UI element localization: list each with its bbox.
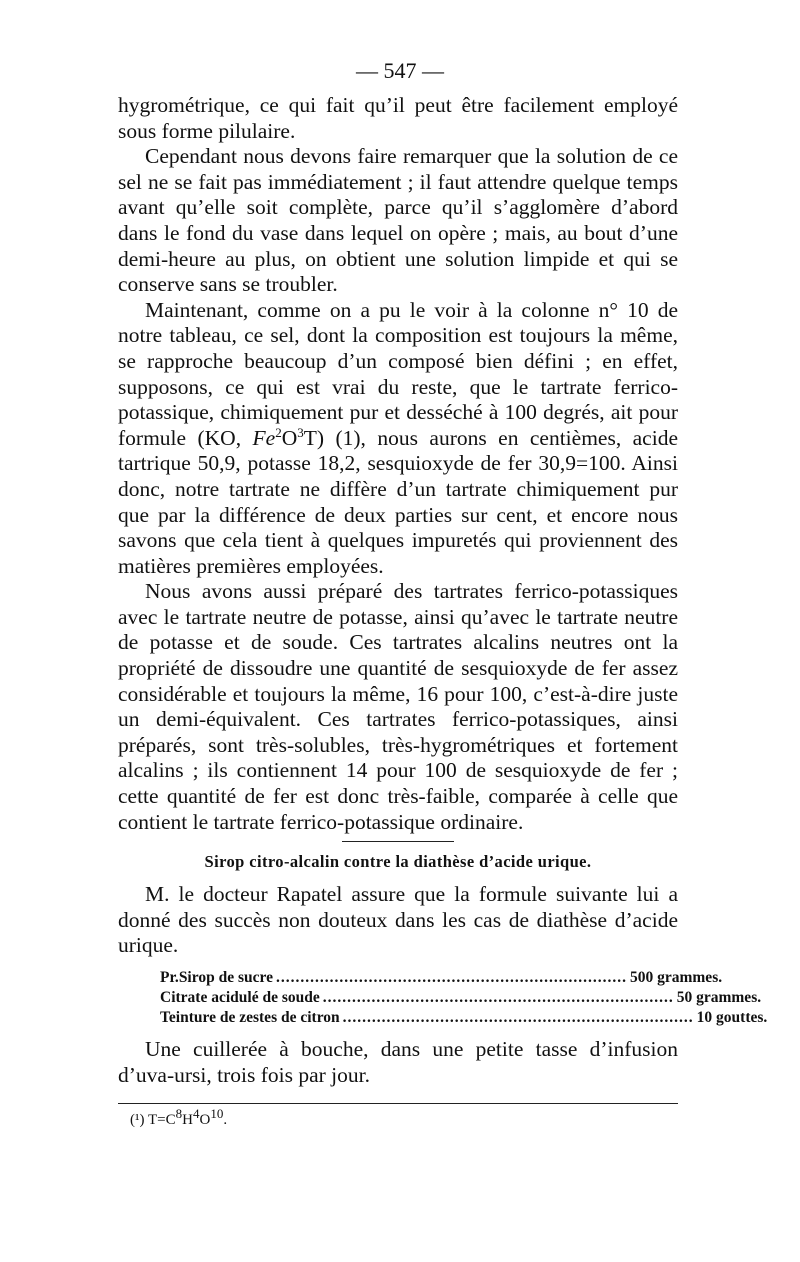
recipe-item-name: Citrate acidulé de soude (160, 989, 320, 1006)
formula-fe: Fe (252, 425, 276, 450)
formula-fe-sub: 2 (275, 424, 282, 440)
leader-dots: ........................................................................ (275, 969, 627, 986)
footnote: (¹) $T=C^8H^4O^{10}$. (130, 1106, 228, 1129)
footnote-marker: (¹) (130, 1112, 145, 1129)
recipe-item-qty: 50 grammes. (676, 989, 762, 1006)
section-intro: M. le docteur Rapatel assure que la formule suivante lui a donné des succès non douteux dans les cas de diathèse d’acide urique. (118, 882, 678, 958)
paragraph-2: Cependant nous devons faire remarquer que la solution de ce sel ne se fait pas immédiatement ; il faut attendre quelque temps avant qu’elle soit complète, parce qu’il s’agglomère d’abord dans le fond du vase dans lequel on opère ; mais, au bout d’une demi-heure au plus, on obtient une solution limpide et qui se conserve sans se troubler. (118, 144, 678, 297)
recipe-lead: Pr. (160, 969, 179, 986)
footnote-ref[interactable]: (1) (335, 425, 361, 450)
leader-dots: ........................................................................ (322, 989, 674, 1006)
paragraph-3-after: , nous aurons en centièmes, acide tartrique 50,9, potasse 18,2, sesquioxyde de fer 30,9=100. Ainsi donc, notre tartrate ne diffère d’un tartrate chimiquement pur que par la différence de deux parties sur cent, et encore nous savons que cela tient à quelques impuretés qui proviennent des matières premières employées. (118, 425, 678, 578)
section-divider (342, 841, 454, 842)
recipe (118, 969, 768, 1029)
paragraph-3 (118, 298, 678, 580)
recipe-line (118, 969, 723, 989)
section-title: Sirop citro-alcalin contre la diathèse d’acide urique. (204, 852, 592, 872)
recipe-item-name: Teinture de zestes de citron (160, 1009, 340, 1026)
leader-dots: ........................................................................ (342, 1009, 694, 1026)
footnote-divider (118, 1103, 678, 1104)
recipe-line (118, 1009, 768, 1029)
recipe-line (118, 989, 762, 1009)
formula-t: T) (303, 425, 336, 450)
formula-o: O (281, 425, 298, 450)
page-number: — 547 — (356, 58, 444, 83)
paragraph-4: Nous avons aussi préparé des tartrates ferrico-potassiques avec le tartrate neutre de potasse, ainsi qu’avec le tartrate neutre de potasse et de soude. Ces tartrates alcalins neutres ont la propriété de dissoudre une quantité de sesquioxyde de fer assez considérable et toujours la même, 16 pour 100, c’est-à-dire juste un demi-équivalent. Ces tartrates ferrico-potassiques, ainsi préparés, sont très-solubles, très-hygrométriques et fortement alcalins ; ils contiennent 14 pour 100 de sesquioxyde de fer ; cette quantité de fer est donc très-faible, comparée à celle que contient le tartrate ferrico-potassique ordinaire. (118, 579, 678, 834)
formula-o-sup: 3 (297, 424, 304, 440)
text-column (118, 93, 768, 1129)
paragraph-1: hygrométrique, ce qui fait qu’il peut être facilement employé sous forme pilulaire. (118, 93, 678, 143)
dosage-paragraph: Une cuillerée à bouche, dans une petite tasse d’infusion d’uva-ursi, trois fois par jour. (118, 1037, 678, 1087)
recipe-item-name: Sirop de sucre (178, 969, 273, 986)
recipe-item-qty: 500 grammes. (629, 969, 723, 986)
recipe-item-qty: 10 gouttes. (696, 1009, 768, 1026)
paragraph-3-before: Maintenant, comme on a pu le voir à la colonne n° 10 de notre tableau, ce sel, dont la composition est toujours la même, se rapproche beaucoup d’un composé bien défini ; en effet, supposons, ce qui est vrai du reste, que le tartrate ferrico-potassique, chimiquement pur et desséché à 100 degrés, ait pour formule (KO, (118, 297, 678, 450)
